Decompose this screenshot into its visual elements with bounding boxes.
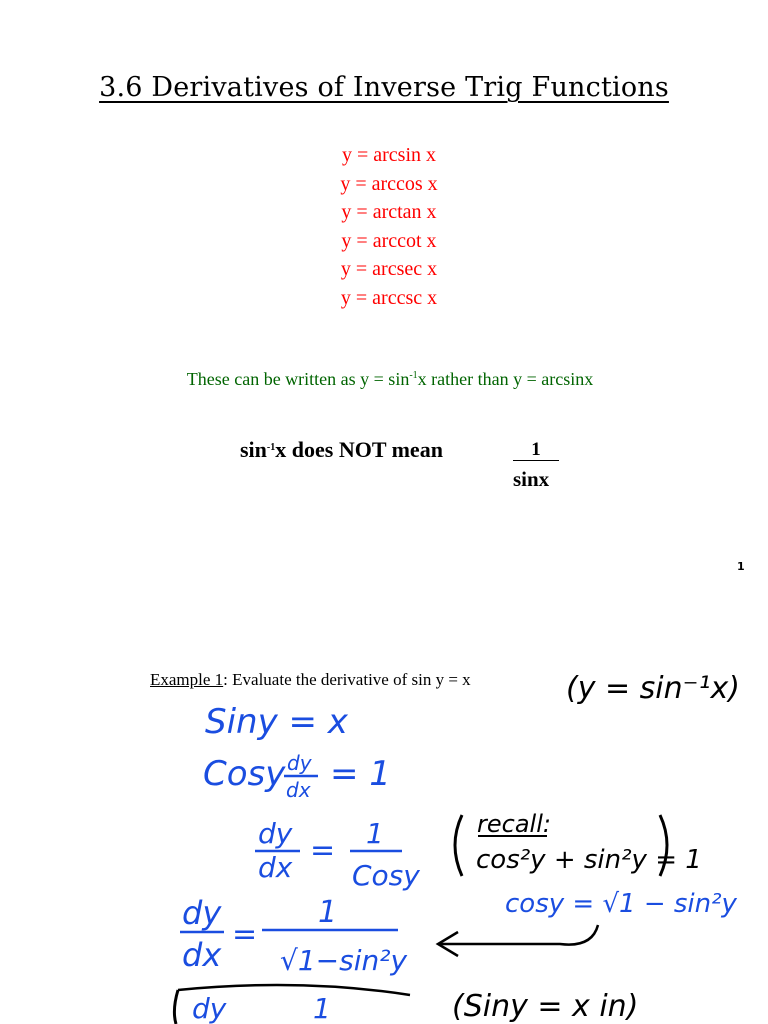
handwritten-equals: = [310, 833, 336, 868]
aside-note: (y = sin⁻¹x) [566, 671, 740, 706]
fraction-denominator: sinx [513, 467, 550, 491]
handwritten-one: 1 [366, 817, 384, 850]
note-before: These can be written as y = sin [186, 369, 410, 389]
handwritten-dx: dx [258, 851, 293, 884]
handwritten-cosy: Cosy [352, 859, 420, 892]
page-title-text: 3.6 Derivatives of Inverse Trig Functions [99, 72, 669, 103]
function-item: y = arcsin x [341, 144, 437, 166]
not-mean-after: x does NOT mean [275, 437, 443, 462]
arrow-line [440, 925, 598, 945]
example-text: : Evaluate the derivative of sin y = x [223, 670, 471, 689]
handwritten-equals-one: = 1 [330, 754, 391, 794]
open-paren [455, 815, 462, 876]
cos-substitution: cosy = √1 − sin²y [505, 889, 737, 919]
function-item: y = arccsc x [340, 286, 438, 309]
function-item: y = arccot x [341, 229, 437, 252]
handwritten-cosy: Cosy [203, 754, 286, 794]
handwritten-dx: dx [182, 936, 222, 974]
example-label: Example 1 [150, 670, 224, 689]
note-after: x rather than y = arcsinx [417, 369, 594, 389]
handwritten-equals: = [232, 917, 258, 952]
function-item: y = arccos x [340, 172, 438, 195]
not-mean-before: sin [240, 437, 267, 462]
page-number: 1 [737, 560, 745, 573]
note-sup: -1 [409, 370, 418, 381]
handwritten-one: 1 [318, 895, 338, 930]
handwritten-dx: dx [286, 778, 311, 802]
handwritten-dy: dy [258, 817, 293, 850]
substitution-note: (Siny = x in) [452, 989, 639, 1024]
recall-label: recall: [477, 810, 551, 838]
identity: cos²y + sin²y = 1 [476, 845, 702, 875]
handwritten-one: 1 [313, 992, 331, 1024]
sqrt-term: √1−sin²y [280, 944, 408, 977]
handwritten-dy: dy [182, 894, 222, 932]
handwritten-line-siny: Siny = x [205, 702, 348, 742]
fraction-numerator: 1 [513, 440, 559, 461]
handwritten-dy: dy [192, 992, 227, 1024]
bracket [174, 990, 178, 1024]
not-mean-sup: -1 [266, 442, 276, 453]
function-item: y = arctan x [341, 201, 437, 224]
function-item: y = arcsec x [340, 258, 438, 281]
handwritten-dy: dy [287, 751, 312, 775]
